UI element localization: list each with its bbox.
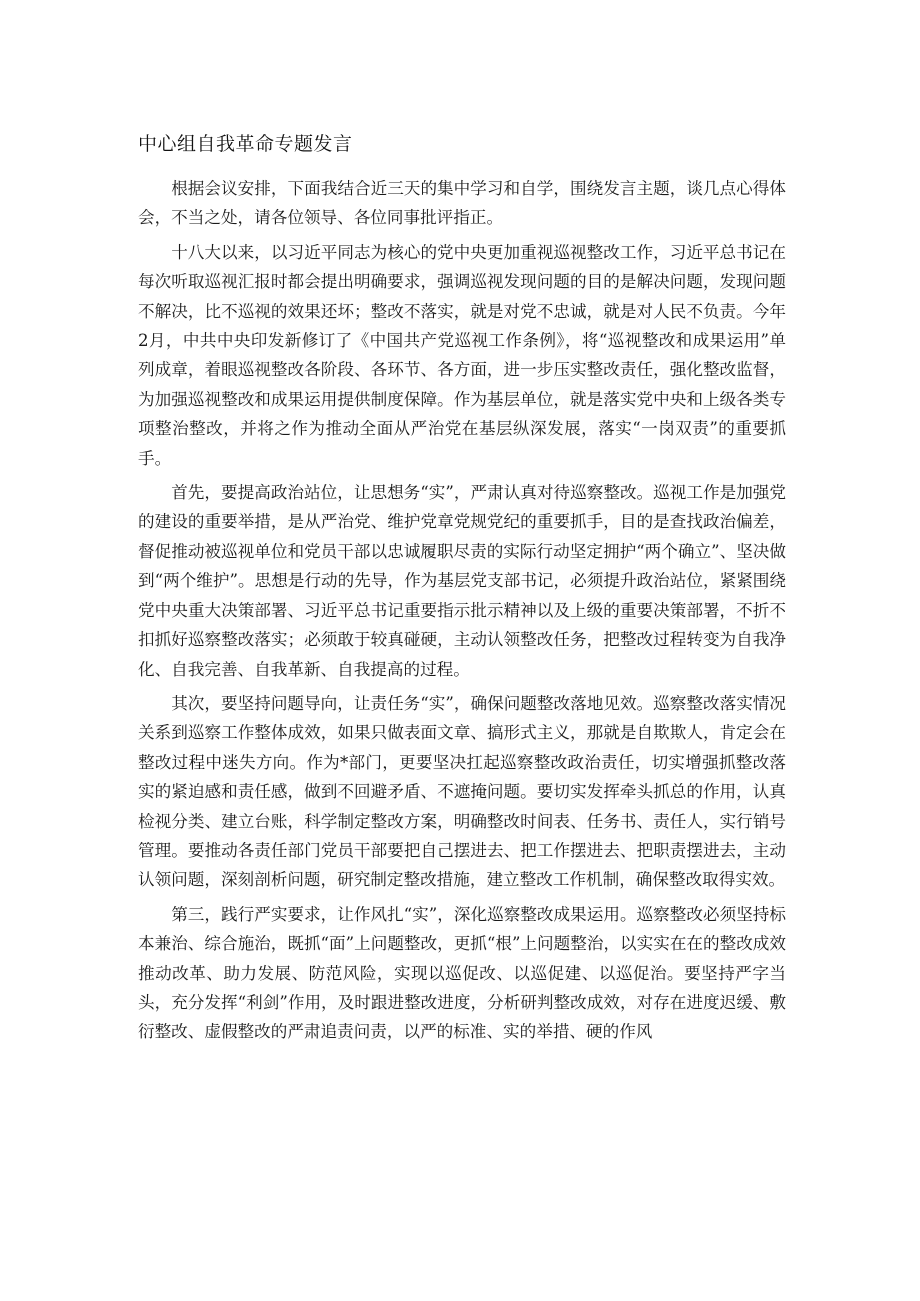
paragraph-third-point: 第三，践行严实要求，让作风扎“实”，深化巡察整改成果运用。巡察整改必须坚持标本兼治、综合施治，既抓“面”上问题整改，更抓“根”上问题整治，以实实在在的整改成效推动改革、助力发展、防范风险，实现以巡促改、以巡促建、以巡促治。要坚持严字当头，充分发挥“利剑”作用，及时跟进整改进度，分析研判整改成效，对存在进度迟缓、敷衍整改、虚假整改的严肃追责问责，以严的标准、实的举措、硬的作风 bbox=[138, 904, 786, 1042]
paragraph-background: 十八大以来，以习近平同志为核心的党中央更加重视巡视整改工作，习近平总书记在每次听取巡视汇报时都会提出明确要求，强调巡视发现问题的目的是解决问题，发现问题不解决，比不巡视的效果还坏；整改不落实，就是对党不忠诚，就是对人民不负责。今年2月，中共中央印发新修订了《中国共产党巡视工作条例》，将“巡视整改和成果运用”单列成章，着眼巡视整改各阶段、各环节、各方面，进一步压实整改责任，强化整改监督，为加强巡视整改和成果运用提供制度保障。作为基层单位，就是落实党中央和上级各类专项整治整改，并将之作为推动全面从严治党在基层纵深发展，落实“一岗双责”的重要抓手。 bbox=[138, 242, 786, 468]
paragraph-intro: 根据会议安排，下面我结合近三天的集中学习和自学，围绕发言主题，谈几点心得体会，不当之处，请各位领导、各位同事批评指正。 bbox=[138, 179, 786, 228]
document-title: 中心组自我革命专题发言 bbox=[138, 133, 353, 155]
paragraph-first-point: 首先，要提高政治站位，让思想务“实”，严肃认真对待巡察整改。巡视工作是加强党的建设的重要举措，是从严治党、维护党章党规党纪的重要抓手，目的是查找政治偏差，督促推动被巡视单位和党员干部以忠诚履职尽责的实际行动坚定拥护“两个确立”、坚决做到“两个维护”。思想是行动的先导，作为基层党支部书记，必须提升政治站位，紧紧围绕党中央重大决策部署、习近平总书记重要指示批示精神以及上级的重要决策部署，不折不扣抓好巡察整改落实；必须敢于较真碰硬，主动认领整改任务，把整改过程转变为自我净化、自我完善、自我革新、自我提高的过程。 bbox=[138, 483, 786, 679]
paragraph-second-point: 其次，要坚持问题导向，让责任务“实”，确保问题整改落地见效。巡察整改落实情况关系到巡察工作整体成效，如果只做表面文章、搞形式主义，那就是自欺欺人，肯定会在整改过程中迷失方向。作为*部门，更要坚决扛起巡察整改政治责任，切实增强抓整改落实的紧迫感和责任感，做到不回避矛盾、不遮掩问题。要切实发挥牵头抓总的作用，认真检视分类、建立台账，科学制定整改方案，明确整改时间表、任务书、责任人，实行销号管理。要推动各责任部门党员干部要把自己摆进去、把工作摆进去、把职责摆进去，主动认领问题，深刻剖析问题，研究制定整改措施，建立整改工作机制，确保整改取得实效。 bbox=[138, 693, 786, 890]
document-body bbox=[138, 128, 786, 1052]
